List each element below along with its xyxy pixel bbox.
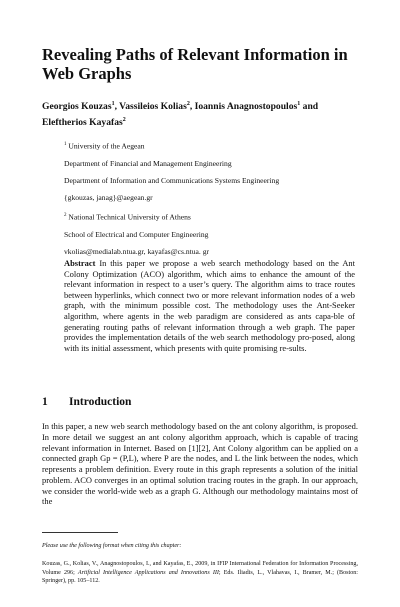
section-title: Introduction	[69, 396, 132, 408]
book-title: Artificial Intelligence Applications and Innovations III	[77, 569, 219, 576]
abstract-text: In this paper we propose a web search methodology based on the Ant Colony Optimization (ACO) algorithm, which aims to enhance the amount of the relevant information in respect to a user’s query. The algorithm aims to trace routes between hyperlinks, which connect two or more relevant information nodes of a web graph, with the minimum possible cost. The methodology uses the Ant-Seeker algorithm, where agents in the web paradigm are considered as ants capa-ble of generating routing paths of relevant information through a web graph. The paper provides the implementation details of the web search methodology pro-posed, along with its initial assessment, which presents with quite promising re-sults.	[64, 258, 355, 353]
section-heading	[42, 395, 342, 409]
affiliation-1-email: {gkouzas, janag}@aegean.gr	[64, 193, 153, 203]
abstract-label: Abstract	[64, 258, 96, 268]
section-number: 1	[42, 396, 48, 408]
affiliation-1-name: $^1$ University of the Aegean	[64, 141, 145, 151]
author-affiliation-mark: 1	[297, 101, 301, 107]
affiliations	[64, 140, 374, 264]
section-body-text: In this paper, a new web search methodology based on the ant colony algorithm, is proposed. In more detail we suggest an ant colony algorithm approach, which is capable of tracing relevant information in Internet. Based on [1][2], Ant Colony algorithm can be applied on a connected graph Gp = (P,L), where P are the nodes, and L the link between the nodes, which represents a problem definition. Every route in this graph represents a solution of the initial problem. ACO converges in an optimal solution tracing routes in the graph. In our approach, we consider the world-wide web as a graph G. Although our methodology maintains most of the	[42, 421, 358, 507]
affiliation-2-name: $^2$ National Technical University of Athens	[64, 212, 191, 222]
author-name: Eleftherios Kayafas	[42, 116, 123, 128]
author-affiliation-mark: 2	[122, 116, 126, 123]
author-name: , Ioannis Anagnostopoulos	[189, 101, 298, 113]
affiliation-1-dept-1: Department of Financial and Management Engineering	[64, 158, 232, 168]
affiliation-mark: 1	[64, 142, 67, 147]
affiliation-2-school: School of Electrical and Computer Engineering	[64, 229, 209, 239]
author-conjunction: and	[300, 101, 319, 113]
author-name: , Vassileios Kolias	[114, 101, 187, 113]
affiliation-2-email: vkolias@medialab.ntua.gr, kayafas@cs.ntua. gr	[64, 246, 210, 256]
abstract	[64, 258, 355, 353]
author-list	[42, 98, 362, 129]
author-affiliation-mark: 1	[111, 101, 115, 107]
affiliation-mark: 2	[64, 212, 67, 218]
paper-title: Revealing Paths of Relevant Information in Web Graphs	[42, 45, 348, 83]
citation-text: Kouzas, G., Kolias, V., Anagnostopoulos, I., and Kayafas, E., 2009, in IFIP International Federation for Information Processing, Volume 296; Artificial Intelligence Applications and Innovations III; Eds. Iliadis, L., Vlahavas, I., Bramer, M.; (Boston: Springer), pp. 105–112.	[42, 561, 358, 585]
footnote-divider	[42, 532, 118, 533]
citation-instruction: Please use the following format when citing this chapter:	[42, 543, 182, 549]
author-affiliation-mark: 2	[186, 101, 190, 107]
affiliation-1-dept-2: Department of Information and Communications Systems Engineering	[64, 176, 280, 186]
author-name: Georgios Kouzas	[42, 101, 112, 113]
